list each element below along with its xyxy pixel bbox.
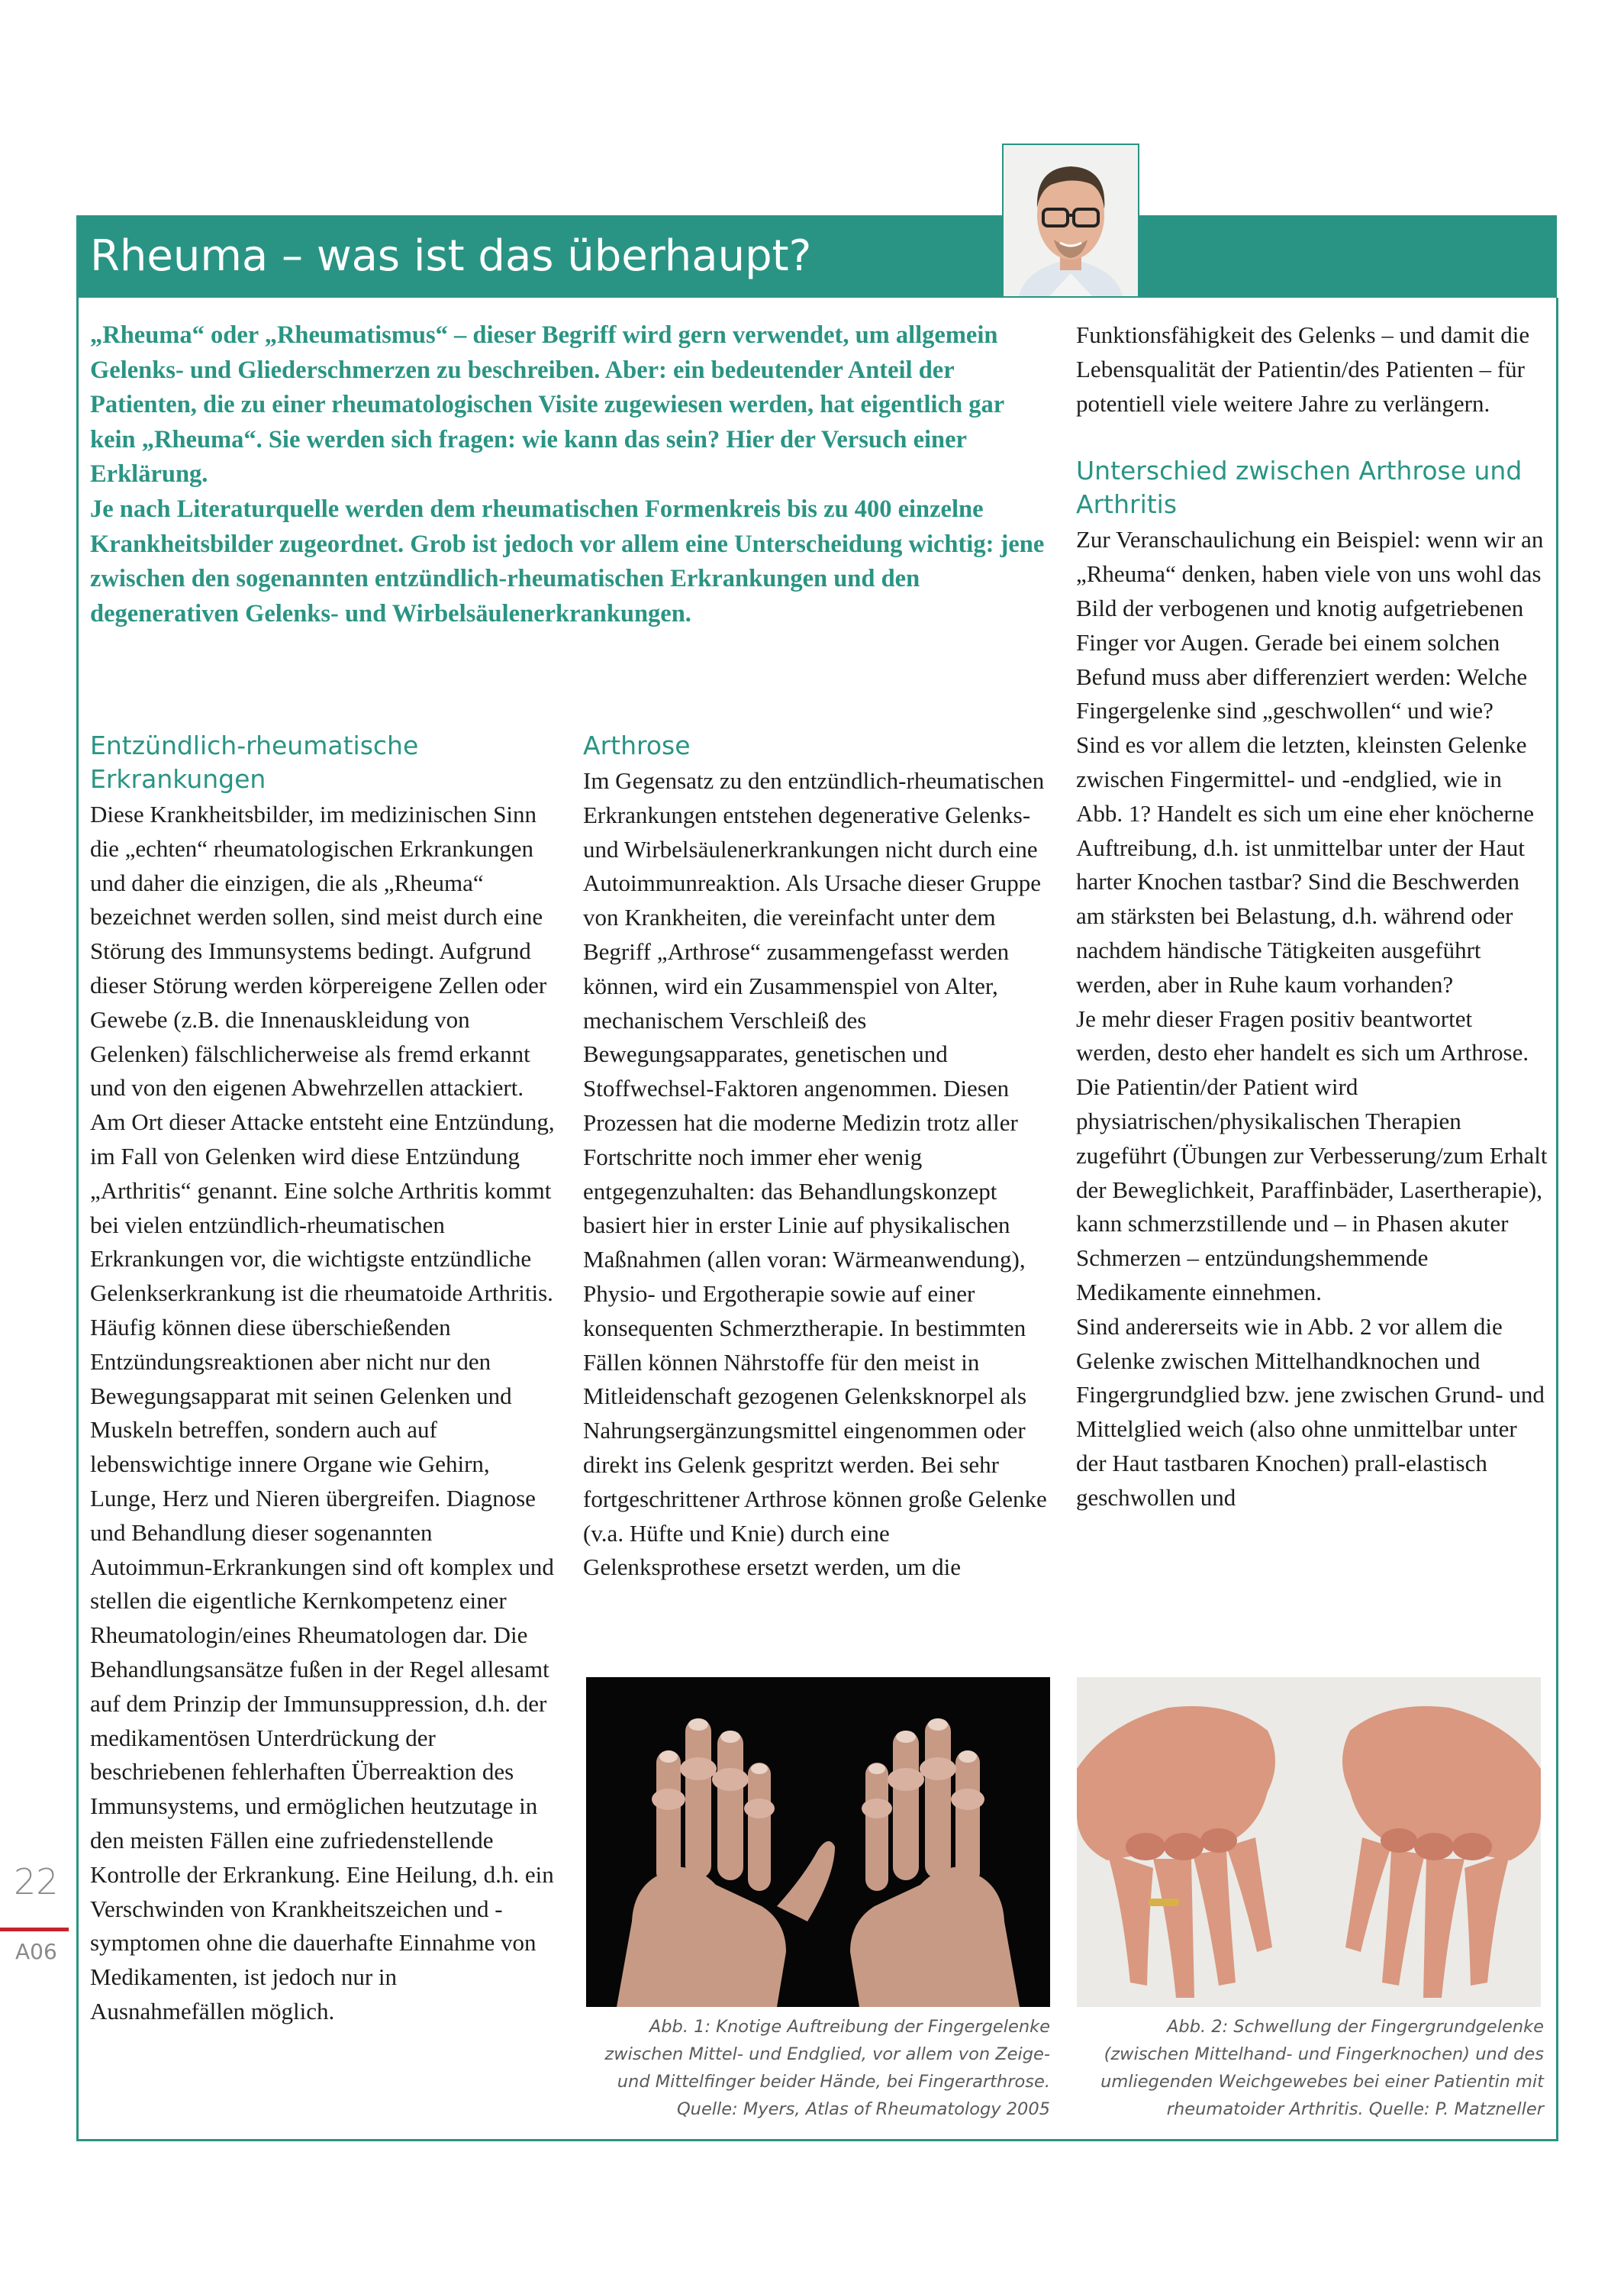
column-3: [1076, 318, 1549, 1515]
column-3-paragraph-4: Sind andererseits wie in Abb. 2 vor allem die Gelenke zwischen Mittelhandknochen und Fingergrundglied bzw. jene zwischen Grund- und Mittelglied weich (also ohne unmittelbar unter der Haut tastbaren Knochen) prall-elastisch geschwollen und: [1076, 1312, 1545, 1511]
figure-2-arthritis-hands: [1077, 1677, 1541, 2007]
column-1: [90, 729, 556, 2029]
column-3-paragraph-2: Sind es vor allem die letzten, kleinsten Gelenke zwischen Fingermittel- und -endglied, wie in Abb. 1? Handelt es sich um eine eher knöcherne Auftreibung, d.h. ist unmittelbar unter der Haut harter Knochen tastbar? Sind die Beschwerden am stärksten bei Belastung, d.h. während oder nachdem händische Tätigkeiten ausgeführt werden, aber in Ruhe kaum vorhanden?: [1076, 731, 1534, 998]
column-3-paragraph-3: Je mehr dieser Fragen positiv beantwortet werden, desto eher handelt es sich um Arthrose. Die Patientin/der Patient wird physiatrischen/physikalischen Therapien zugeführt (Übungen zur Verbesserung/zum Erhalt der Beweglichkeit, Paraffinbäder, Lasertherapie), kann schmerzstillende und – in Phasen akuter Schmerzen – entzündungshemmende Medikamente einnehmen.: [1076, 1005, 1548, 1305]
lead-text: [90, 318, 1052, 631]
lead-paragraph-1: „Rheuma“ oder „Rheumatismus“ – dieser Begriff wird gern verwendet, um allgemein Gelenks- und Gliederschmerzen zu beschreiben. Aber: ein bedeutender Anteil der Patienten, die zu einer rheumatologischen Visite zugewiesen werden, hat eigentlich gar kein „Rheuma“. Sie werden sich fragen: wie kann das sein? Hier der Versuch einer Erklärung.: [90, 321, 1004, 489]
column-1-text: Diese Krankheitsbilder, im medizinischen Sinn die „echten“ rheumatologischen Erkrankungen und daher die einzigen, die als „Rheuma“ bezeichnet werden sollen, sind meist durch eine Störung des Immunsystems bedingt. Aufgrund dieser Störung werden körpereigene Zellen oder Gewebe (z.B. die Innenauskleidung von Gelenken) fälschlicherweise als fremd erkannt und von den eigenen Abwehrzellen attackiert. Am Ort dieser Attacke entsteht eine Entzündung, im Fall von Gelenken wird diese Entzündung „Arthritis“ genannt. Eine solche Arthritis kommt bei vielen entzündlich-rheumatischen Erkrankungen vor, die wichtigste entzündliche Gelenkserkrankung ist die rheumatoide Arthritis. Häufig können diese überschießenden Entzündungsreaktionen aber nicht nur den Bewegungsapparat mit seinen Gelenken und Muskeln betreffen, sondern auch auf lebenswichtige innere Organe wie Gehirn, Lunge, Herz und Nieren übergreifen. Diagnose und Behandlung dieser sogenannten Autoimmun-Erkrankungen sind oft komplex und stellen die eigentliche Kernkompetenz einer Rheumatologin/eines Rheumatologen dar. Die Behandlungsansätze fußen in der Regel allesamt auf dem Prinzip der Immunsuppression, d.h. der medikamentösen Unterdrückung der beschriebenen fehlerhaften Überreaktion des Immunsystems, und ermöglichen heutzutage in den meisten Fällen eine zufriedenstellende Kontrolle der Erkrankung. Eine Heilung, d.h. ein Verschwinden von Krankheitszeichen und -symptomen ohne die dauerhafte Einnahme von Medikamenten, ist jedoch nur in Ausnahmefällen möglich.: [90, 801, 555, 2025]
page-number-rule: [0, 1928, 69, 1931]
author-photo: [1002, 144, 1139, 298]
column-2-text: Im Gegensatz zu den entzündlich-rheumatischen Erkrankungen entstehen degenerative Gelenks- und Wirbelsäulenerkrankungen nicht durch eine Autoimmunreaktion. Als Ursache dieser Gruppe von Krankheiten, die vereinfacht unter dem Begriff „Arthrose“ zusammengefasst werden können, wird ein Zusammenspiel von Alter, mechanischem Verschleiß des Bewegungsapparates, genetischen und Stoffwechsel-Faktoren angenommen. Diesen Prozessen hat die moderne Medizin trotz aller Fortschritte noch immer eher wenig entgegenzuhalten: das Behandlungskonzept basiert hier in erster Linie auf physikalischen Maßnahmen (allen voran: Wärmeanwendung), Physio- und Ergotherapie sowie auf einer konsequenten Schmerztherapie. In bestimmten Fällen können Nährstoffe für den meist in Mitleidenschaft gezogenen Gelenksknorpel als Nahrungsergänzungsmittel eingenommen oder direkt ins Gelenk gespritzt werden. Bei sehr fortgeschrittener Arthrose können große Gelenke (v.a. Hüfte und Knie) durch eine Gelenksprothese ersetzt werden, um die: [583, 767, 1047, 1581]
figure-1-arthrosis-hands: [586, 1677, 1050, 2007]
figure-1-caption: Abb. 1: Knotige Auftreibung der Fingergelenke zwischen Mittel- und Endglied, vor allem von Zeige- und Mittelfinger beider Hände, bei Fingerarthrose. Quelle: Myers, Atlas of Rheumatology 2005: [604, 2017, 1050, 2119]
heading-unterschied: Unterschied zwischen Arthrose und Arthritis: [1076, 456, 1522, 520]
heading-arthrose: Arthrose: [583, 731, 691, 760]
page-number: 22: [14, 1861, 59, 1902]
issue-label: A06: [15, 1939, 57, 1964]
column-3-paragraph-1: Zur Veranschaulichung ein Beispiel: wenn wir an „Rheuma“ denken, haben viele von uns wohl das Bild der verbogenen und knotig aufgetriebenen Finger vor Augen. Gerade bei einem solchen Befund muss aber differenziert werden: Welche Fingergelenke sind „geschwollen“ und wie?: [1076, 526, 1544, 724]
page-title: Rheuma – was ist das überhaupt?: [90, 231, 812, 281]
heading-entzuendlich: Entzündlich-rheumatische Erkrankungen: [90, 731, 419, 794]
column-3-continued-text: Funktionsfähigkeit des Gelenks – und damit die Lebensqualität der Patientin/des Patienten – für potentiell viele weitere Jahre zu verlängern.: [1076, 321, 1530, 417]
lead-paragraph-2: Je nach Literaturquelle werden dem rheumatischen Formenkreis bis zu 400 einzelne Krankheitsbilder zugeordnet. Grob ist jedoch vor allem eine Unterscheidung wichtig: jene zwischen den sogenannten entzündlich-rheumatischen Erkrankungen und den degenerativen Gelenks- und Wirbelsäulenerkrankungen.: [90, 495, 1045, 628]
figure-2-caption: Abb. 2: Schwellung der Fingergrundgelenke (zwischen Mittelhand- und Fingerknochen) und des umliegenden Weichgewebes bei einer Patientin mit rheumatoider Arthritis. Quelle: P. Matzneller: [1100, 2017, 1544, 2119]
column-2: [583, 729, 1049, 1585]
